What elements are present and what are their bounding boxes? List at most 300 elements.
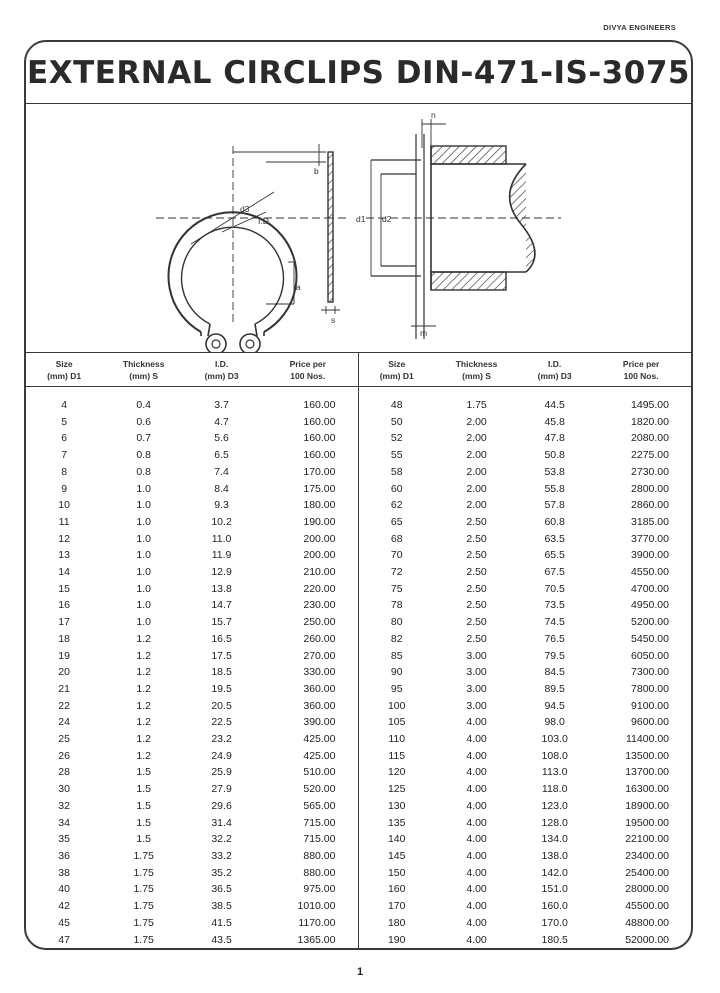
cell-size: 100: [387, 699, 406, 712]
cell-thickness: 2.50: [466, 549, 487, 562]
cell-size: 48: [390, 399, 403, 411]
table-row: [359, 865, 692, 882]
cell-thickness: 2.50: [466, 566, 487, 579]
table-row: [359, 648, 692, 665]
cell-price: 210.00: [303, 566, 336, 579]
cell-thickness: 1.5: [136, 799, 151, 812]
cell-thickness: 1.0: [136, 482, 151, 495]
cell-id: 9.3: [214, 499, 229, 512]
cell-id: 8.4: [214, 482, 229, 495]
cell-id: 45.8: [544, 415, 565, 428]
cell-size: 55: [390, 449, 403, 462]
table-row: [26, 597, 358, 614]
cell-price: 565.00: [303, 799, 336, 812]
cell-size: 8: [61, 465, 68, 478]
cell-id: 3.7: [214, 399, 229, 411]
table-row: [359, 430, 692, 447]
table-row: [359, 514, 692, 531]
table-header-row: [26, 353, 358, 387]
cell-thickness: 1.2: [136, 666, 151, 679]
table-row: [359, 631, 692, 648]
circlip-drawing: [26, 104, 691, 352]
table-row: [26, 848, 358, 865]
label-b: b: [314, 166, 319, 176]
cell-price: 5450.00: [631, 632, 669, 645]
cell-price: 175.00: [303, 482, 336, 495]
cell-id: 63.5: [544, 532, 565, 545]
col-id-header: I.D. (mm) D3: [185, 353, 258, 387]
cell-thickness: 1.2: [136, 699, 151, 712]
cell-thickness: 2.00: [466, 415, 487, 428]
table-row: [359, 948, 692, 950]
table-row: [26, 648, 358, 665]
cell-size: 65: [390, 515, 403, 528]
cell-price: 880.00: [303, 866, 336, 879]
cell-id: 55.8: [544, 482, 565, 495]
cell-id: 128.0: [541, 816, 568, 829]
cell-price: 520.00: [303, 783, 336, 796]
cell-size: 180: [387, 916, 406, 929]
cell-thickness: [435, 948, 518, 950]
cell-thickness: 4.00: [466, 833, 487, 846]
cell-price: 220.00: [303, 582, 336, 595]
cell-id: 31.4: [211, 816, 232, 829]
cell-price: 1170.00: [298, 916, 336, 929]
cell-thickness: 4.00: [466, 849, 487, 862]
table-row: [26, 581, 358, 598]
cell-size: 47: [58, 933, 70, 946]
cell-price: 19500.00: [625, 816, 669, 829]
cell-size: 82: [390, 632, 403, 645]
cell-size: 135: [387, 816, 406, 829]
cell-thickness: 1.0: [136, 532, 151, 545]
cell-id: 94.5: [544, 699, 565, 712]
cell-thickness: 2.00: [466, 465, 487, 478]
cell-size: 68: [390, 532, 403, 545]
page-number: 1: [356, 966, 364, 978]
cell-thickness: 4.00: [466, 866, 487, 879]
label-s: s: [331, 315, 336, 325]
cell-id: 18.5: [211, 666, 232, 679]
cell-size: [359, 948, 435, 950]
cell-price: 5200.00: [631, 616, 669, 629]
cell-price: 48800.00: [625, 916, 669, 929]
table-row: [26, 414, 358, 431]
col-thickness-header: Thickness (mm) S: [435, 353, 518, 387]
cell-price: 2080.00: [631, 432, 669, 445]
cell-id: 142.0: [541, 866, 568, 879]
cell-thickness: 0.6: [136, 415, 151, 428]
cell-thickness: 4.00: [466, 733, 487, 746]
cell-size: 35: [58, 833, 70, 846]
cell-id: 11.0: [211, 532, 232, 545]
cell-size: 80: [390, 616, 403, 629]
spec-sheet: [24, 40, 693, 950]
cell-thickness: 2.50: [466, 582, 487, 595]
cell-id: 22.5: [211, 716, 232, 729]
cell-thickness: 1.5: [136, 833, 151, 846]
cell-id: 73.5: [544, 599, 565, 612]
cell-size: 13: [58, 549, 70, 562]
cell-size: 19: [58, 649, 70, 662]
table-row: [26, 464, 358, 481]
cell-id: 84.5: [544, 666, 565, 679]
cell-thickness: 4.00: [466, 716, 487, 729]
cell-size: 20: [58, 666, 70, 679]
cell-id: 123.0: [541, 799, 568, 812]
label-m: m: [420, 328, 428, 338]
cell-price: 28000.00: [625, 883, 669, 896]
cell-id: 151.0: [541, 883, 568, 896]
cell-price: 360.00: [303, 699, 336, 712]
cell-size: 75: [390, 582, 403, 595]
cell-thickness: 2.00: [466, 482, 487, 495]
cell-thickness: 1.2: [136, 682, 151, 695]
cell-id: 36.5: [211, 883, 232, 896]
cell-id: 11.9: [211, 549, 232, 562]
col-price-header: Price per 100 Nos.: [591, 353, 691, 387]
cell-size: 15: [58, 582, 70, 595]
cell-thickness: 2.00: [466, 449, 487, 462]
cell-size: 24: [58, 716, 70, 729]
table-row: [359, 831, 692, 848]
cell-thickness: 1.0: [136, 582, 151, 595]
cell-size: 150: [387, 866, 406, 879]
table-row: [359, 748, 692, 765]
cell-price: 4700.00: [631, 582, 669, 595]
cell-thickness: 0.8: [136, 449, 151, 462]
cell-price: 160.00: [303, 399, 336, 411]
cell-price: 160.00: [303, 432, 336, 445]
cell-id: 25.9: [211, 766, 232, 779]
cell-price: 2800.00: [631, 482, 669, 495]
table-row: [26, 748, 358, 765]
cell-price: 2730.00: [631, 465, 669, 478]
cell-size: 70: [390, 549, 403, 562]
table-row: [359, 815, 692, 832]
cell-size: 32: [58, 799, 70, 812]
cell-size: 95: [390, 682, 403, 695]
cell-id: 57.8: [544, 499, 565, 512]
table-row: [359, 915, 692, 932]
table-row: [26, 915, 358, 932]
cell-thickness: 3.00: [466, 682, 487, 695]
cell-size: 78: [390, 599, 403, 612]
cell-size: 11: [58, 515, 70, 528]
cell-id: 79.5: [544, 649, 565, 662]
cell-id: 29.6: [211, 799, 232, 812]
cell-price: 715.00: [303, 833, 336, 846]
cell-size: 105: [387, 716, 406, 729]
cell-id: 12.9: [211, 566, 232, 579]
cell-id: 27.9: [211, 783, 232, 796]
cell-thickness: 4.00: [466, 816, 487, 829]
cell-size: 9: [61, 482, 68, 495]
table-row: [359, 564, 692, 581]
cell-thickness: 2.50: [466, 532, 487, 545]
cell-id: 23.2: [211, 733, 232, 746]
table-row: [26, 865, 358, 882]
table-row: [26, 831, 358, 848]
label-id: I.D.: [258, 216, 272, 226]
cell-thickness: 0.7: [136, 432, 151, 445]
cell-id: 53.8: [544, 465, 565, 478]
cell-thickness: 1.5: [136, 816, 151, 829]
cell-price: 1495.00: [631, 399, 669, 411]
cell-price: 22100.00: [625, 833, 669, 846]
cell-id: 16.5: [211, 632, 232, 645]
table-row: [359, 848, 692, 865]
cell-price: 52000.00: [625, 933, 669, 946]
table-row: [26, 681, 358, 698]
cell-price: 13500.00: [625, 749, 669, 762]
cell-id: 6.5: [214, 449, 229, 462]
cell-id: 113.0: [541, 766, 568, 779]
cell-price: 715.00: [303, 816, 336, 829]
cell-id: 50.8: [544, 449, 565, 462]
table-row: [359, 681, 692, 698]
cell-id: 47.8: [544, 432, 565, 445]
cell-price: 1820.00: [631, 415, 669, 428]
table-row: [359, 698, 692, 715]
cell-size: 170: [387, 900, 406, 913]
table-row: [359, 581, 692, 598]
cell-size: 14: [58, 566, 70, 579]
cell-price: 200.00: [303, 549, 336, 562]
cell-price: 9600.00: [631, 716, 669, 729]
cell-thickness: 4.00: [466, 799, 487, 812]
cell-id: 70.5: [544, 582, 565, 595]
circlip-table-left: [26, 353, 358, 948]
table-row: [26, 564, 358, 581]
table-row: [26, 698, 358, 715]
cell-thickness: 2.00: [466, 432, 487, 445]
cell-thickness: 4.00: [466, 783, 487, 796]
table-row: [26, 932, 358, 949]
cell-size: 60: [390, 482, 403, 495]
table-row: [359, 798, 692, 815]
cell-size: 12: [58, 532, 70, 545]
table-row: [359, 932, 692, 949]
cell-price: 6050.00: [631, 649, 669, 662]
table-body-left: [26, 387, 358, 949]
table-row: [359, 664, 692, 681]
cell-size: 72: [390, 566, 403, 579]
cell-id: 98.0: [544, 716, 565, 729]
cell-thickness: 1.75: [133, 883, 154, 896]
table-row: [26, 714, 358, 731]
cell-size: 140: [387, 833, 406, 846]
col-price-header: Price per 100 Nos.: [258, 353, 357, 387]
cell-size: 52: [390, 432, 403, 445]
table-row: [359, 781, 692, 798]
table-row: [26, 387, 358, 414]
cell-id: 76.5: [544, 632, 565, 645]
table-row: [359, 481, 692, 498]
cell-id: 170.0: [541, 916, 568, 929]
cell-id: 33.2: [211, 849, 232, 862]
col-size-header: Size (mm) D1: [359, 353, 435, 387]
cell-thickness: 1.0: [136, 515, 151, 528]
cell-price: 200.00: [303, 532, 336, 545]
table-row: [359, 898, 692, 915]
cell-size: 6: [61, 432, 68, 445]
table-row: [26, 447, 358, 464]
cell-id: 67.5: [544, 566, 565, 579]
cell-price: 2860.00: [631, 499, 669, 512]
cell-id: 19.5: [211, 682, 232, 695]
table-row: [26, 898, 358, 915]
cell-price: 1010.00: [297, 900, 336, 913]
label-n: n: [431, 110, 436, 120]
cell-thickness: 1.5: [136, 783, 151, 796]
cell-id: 41.5: [211, 916, 232, 929]
cell-thickness: 3.00: [466, 666, 487, 679]
cell-price: 13700.00: [625, 766, 669, 779]
cell-thickness: 1.2: [136, 716, 151, 729]
cell-price: 11400.00: [625, 733, 669, 746]
cell-thickness: 1.75: [133, 933, 154, 946]
cell-thickness: 4.00: [466, 900, 487, 913]
cell-price: 7800.00: [631, 682, 669, 695]
cell-size: 22: [58, 699, 70, 712]
cell-price: 23400.00: [625, 849, 669, 862]
cell-id: 89.5: [544, 682, 565, 695]
cell-thickness: 1.5: [136, 766, 151, 779]
table-row: [26, 631, 358, 648]
cell-size: 125: [387, 783, 406, 796]
cell-id: 5.6: [214, 432, 229, 445]
cell-price: 170.00: [303, 465, 336, 478]
cell-id: 7.4: [214, 465, 229, 478]
label-d1: d1: [356, 214, 366, 224]
cell-thickness: 2.00: [466, 499, 487, 512]
cell-price: 330.00: [303, 666, 336, 679]
cell-thickness: 4.00: [466, 749, 487, 762]
cell-size: 26: [58, 749, 70, 762]
table-row: [359, 414, 692, 431]
cell-price: 4950.00: [631, 599, 669, 612]
cell-thickness: 1.2: [136, 733, 151, 746]
cell-id: 160.0: [541, 900, 568, 913]
cell-price: 160.00: [303, 449, 336, 462]
cell-size: 130: [387, 799, 406, 812]
cell-price: 4550.00: [631, 566, 669, 579]
cell-price: 25400.00: [625, 866, 669, 879]
cell-id: 44.5: [544, 399, 565, 411]
table-right-panel: [359, 353, 692, 949]
cell-id: 35.2: [211, 866, 232, 879]
cell-price: 425.00: [303, 733, 336, 746]
cell-thickness: 1.2: [136, 749, 151, 762]
cell-thickness: 1.75: [133, 916, 154, 929]
cell-thickness: 2.50: [466, 632, 487, 645]
cell-thickness: 1.75: [466, 399, 487, 411]
table-row: [26, 531, 358, 548]
cell-price: 975.00: [303, 883, 336, 896]
cell-price: 3770.00: [631, 532, 669, 545]
cell-id: 134.0: [541, 833, 568, 846]
cell-id: 180.5: [541, 933, 568, 946]
table-row: [359, 547, 692, 564]
cell-thickness: 1.0: [136, 499, 151, 512]
table-row: [26, 497, 358, 514]
cell-id: 4.7: [214, 415, 229, 428]
cell-id: [518, 948, 591, 950]
cell-price: 3900.00: [631, 549, 669, 562]
cell-price: 250.00: [303, 616, 336, 629]
cell-id: 15.7: [211, 616, 232, 629]
cell-id: 14.7: [211, 599, 232, 612]
circlip-diagram: [26, 104, 691, 353]
cell-size: 28: [58, 766, 70, 779]
table-row: [26, 514, 358, 531]
cell-price: 160.00: [303, 415, 336, 428]
label-a: a: [296, 282, 301, 292]
table-row: [26, 881, 358, 898]
cell-price: 3185.00: [631, 515, 669, 528]
cell-thickness: 1.75: [133, 866, 154, 879]
cell-id: 10.2: [211, 515, 232, 528]
cell-size: 90: [390, 666, 403, 679]
table-row: [359, 447, 692, 464]
cell-price: 190.00: [303, 515, 336, 528]
table-row: [359, 597, 692, 614]
table-row: [26, 547, 358, 564]
cell-thickness: 1.0: [136, 599, 151, 612]
cell-thickness: 1.75: [133, 849, 154, 862]
cell-size: 85: [390, 649, 403, 662]
table-row: [359, 714, 692, 731]
col-id-header: I.D. (mm) D3: [518, 353, 591, 387]
table-row: [359, 497, 692, 514]
cell-size: 50: [390, 415, 403, 428]
cell-id: 138.0: [541, 849, 568, 862]
cell-thickness: 3.00: [466, 699, 487, 712]
cell-size: 40: [58, 883, 70, 896]
table-body-right: [359, 387, 692, 951]
cell-price: 260.00: [303, 632, 336, 645]
cell-id: 108.0: [541, 749, 568, 762]
cell-size: 45: [58, 916, 70, 929]
circlip-table-right: [359, 353, 692, 950]
cell-price: [591, 948, 691, 950]
cell-size: 34: [58, 816, 70, 829]
table-row: [359, 387, 692, 414]
cell-price: 2275.00: [631, 449, 669, 462]
cell-price: 230.00: [303, 599, 336, 612]
cell-thickness: 4.00: [466, 933, 487, 946]
brand-label: DIVYA ENGINEERS: [603, 23, 676, 32]
cell-thickness: 4.00: [466, 766, 487, 779]
cell-size: 4: [61, 399, 68, 411]
cell-id: 118.0: [541, 783, 568, 796]
cell-price: 45500.00: [625, 900, 669, 913]
cell-thickness: 1.0: [136, 566, 151, 579]
cell-size: 21: [58, 682, 70, 695]
table-row: [26, 664, 358, 681]
cell-size: 62: [390, 499, 403, 512]
cell-thickness: 3.00: [466, 649, 487, 662]
cell-price: 510.00: [303, 766, 336, 779]
table-row: [26, 764, 358, 781]
cell-id: 43.5: [211, 933, 232, 946]
table-row: [359, 531, 692, 548]
cell-thickness: 0.8: [136, 465, 151, 478]
cell-size: 120: [387, 766, 406, 779]
cell-thickness: 2.50: [466, 616, 487, 629]
cell-price: 7300.00: [631, 666, 669, 679]
